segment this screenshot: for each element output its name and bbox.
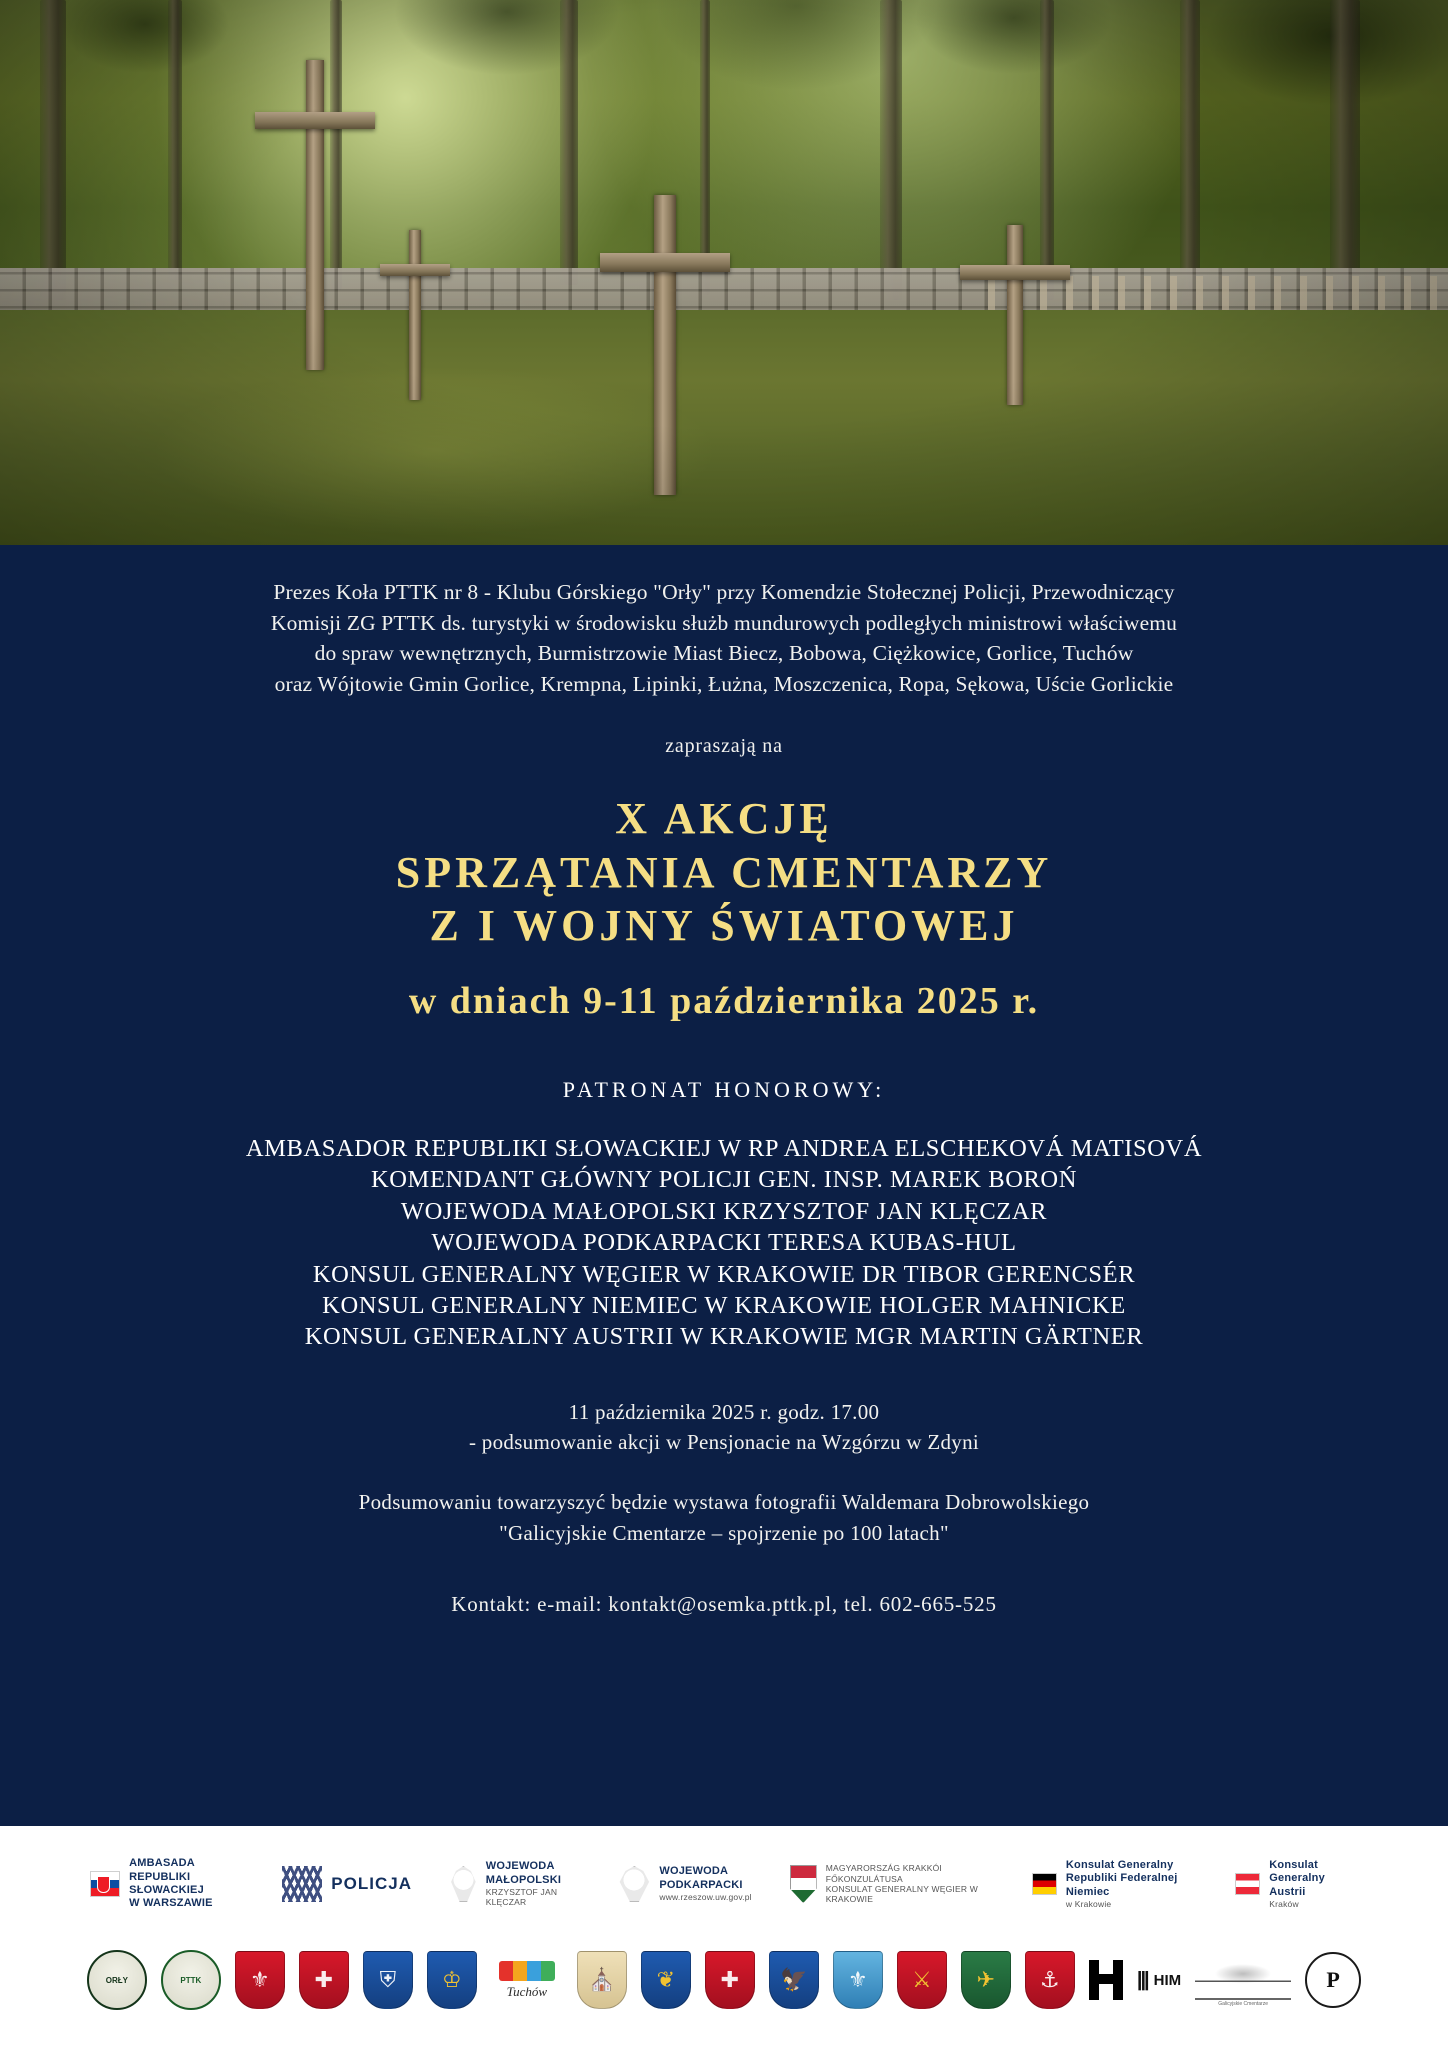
crest-herb-gorlice xyxy=(427,1951,477,2009)
austrian-flag-icon xyxy=(1235,1873,1260,1895)
crest-charge-icon: ✚ xyxy=(314,1967,334,1993)
patronage-list xyxy=(56,1133,1392,1353)
intro-line-2: Komisji ZG PTTK ds. turystyki w środowisku służb mundurowych podległych ministrowi właściwemu xyxy=(270,610,1178,635)
german-flag-icon xyxy=(1032,1873,1057,1895)
contact-info[interactable]: Kontakt: e-mail: kontakt@osemka.pttk.pl, tel. 602-665-525 xyxy=(451,1592,997,1617)
logo-wojewoda-malopolski xyxy=(450,1860,580,1908)
sponsor-logo-bar xyxy=(0,1826,1448,2048)
intro-line-4: oraz Wójtowie Gmin Gorlice, Krempna, Lipinki, Łużna, Moszczenica, Ropa, Sękowa, Uście Gorlickie xyxy=(274,671,1174,696)
him-label: HIM xyxy=(1153,1971,1182,1989)
logo-line-1: WOJEWODA xyxy=(485,1860,555,1873)
crest-klub-gorski-orly xyxy=(87,1950,147,2010)
intro-line-3: do spraw wewnętrznych, Burmistrzowie Miast Biecz, Bobowa, Ciężkowice, Gorlice, Tuchów xyxy=(314,641,1134,666)
event-dates: w dniach 9-11 października 2025 r. xyxy=(408,980,1040,1023)
logo-konsulat-wegier xyxy=(790,1863,994,1904)
sketch-label: Galicyjskie Cmentarze xyxy=(1218,2000,1269,2007)
crest-charge-icon: ⛨ xyxy=(379,1967,397,1993)
crest-herb-sekowa xyxy=(961,1951,1011,2009)
tuchow-bars-icon xyxy=(499,1961,555,1981)
patronage-entry: AMBASADOR REPUBLIKI SŁOWACKIEJ W RP ANDREA ELSCHEKOVÁ MATISOVÁ xyxy=(245,1135,1203,1163)
invite-text: zapraszają na xyxy=(665,735,783,758)
polish-eagle-icon xyxy=(450,1866,477,1902)
summary-info xyxy=(56,1397,1392,1458)
exhibition-info xyxy=(56,1487,1392,1548)
logo-line-2: PODKARPACKI xyxy=(659,1878,743,1891)
crest-charge-icon: ⚜ xyxy=(249,1967,270,1993)
logo-konsulat-austrii xyxy=(1235,1859,1358,1910)
crest-charge-icon: ♔ xyxy=(441,1967,462,1993)
title-line-2: SPRZĄTANIA CMENTARZY xyxy=(395,847,1053,897)
institution-logo-row xyxy=(0,1836,1448,1932)
logo-line-1: POLICJA xyxy=(331,1873,412,1893)
crest-herb-krempna xyxy=(641,1951,691,2009)
page-title xyxy=(56,792,1392,953)
hungarian-coat-of-arms-icon xyxy=(790,1865,817,1903)
logo-line-3: W WARSZAWIE xyxy=(129,1897,213,1910)
header-photo xyxy=(0,0,1448,545)
patronage-entry: WOJEWODA PODKARPACKI TERESA KUBAS-HUL xyxy=(431,1229,1017,1257)
logo-line-1: Konsulat Generalny xyxy=(1269,1858,1325,1885)
crest-label: Tuchów xyxy=(506,1983,548,1999)
exhibition-line-1: Podsumowaniu towarzyszyć będzie wystawa fotografii Waldemara Dobrowolskiego xyxy=(358,1490,1090,1515)
crest-charge-icon: ⚓ xyxy=(1039,1967,1060,1993)
cemetery-sketch-icon xyxy=(1195,1954,1291,2000)
crest-herb-bobowa xyxy=(299,1951,349,2009)
crest-charge-icon: ✈ xyxy=(976,1967,996,1993)
crest-gmina-tuchow xyxy=(491,1954,563,2006)
crest-herb-ciezkowice xyxy=(363,1951,413,2009)
summary-line-2: - podsumowanie akcji w Pensjonacie na Wzgórzu w Zdyni xyxy=(468,1430,980,1455)
crest-herb-ropa xyxy=(897,1951,947,2009)
logo-line-2: REPUBLIKI SŁOWACKIEJ xyxy=(129,1870,204,1896)
crest-herb-uscie-gorlickie xyxy=(1025,1951,1075,2009)
logo-cmentarz-sketch xyxy=(1195,1954,1291,2007)
him-bars-icon: ||| xyxy=(1136,1968,1148,1991)
logo-policja xyxy=(282,1866,412,1902)
logo-line-3: Kraków xyxy=(1269,1898,1299,1909)
patronage-heading: PATRONAT HONOROWY: xyxy=(562,1077,886,1103)
crest-charge-icon: ❦ xyxy=(656,1967,676,1993)
crest-herb-biecz xyxy=(235,1951,285,2009)
logo-line-2: MAŁOPOLSKI xyxy=(485,1873,562,1886)
photo-vignette xyxy=(0,0,1448,545)
logo-him xyxy=(1137,1958,1181,2002)
crest-charge-icon: 🦅 xyxy=(780,1967,808,1993)
slovak-flag-icon xyxy=(90,1871,120,1897)
logo-line-3: KRZYSZTOF JAN KLĘCZAR xyxy=(485,1887,558,1908)
patronage-entry: KONSUL GENERALNY WĘGIER W KRAKOWIE DR TIBOR GERENCSÉR xyxy=(312,1260,1136,1288)
crest-herb-gminy-gorlice xyxy=(577,1951,627,2009)
title-line-1: X AKCJĘ xyxy=(615,794,833,844)
logo-konsulat-niemiec xyxy=(1032,1859,1198,1910)
crest-charge-icon: ✚ xyxy=(720,1967,740,1993)
patronage-entry: KONSUL GENERALNY NIEMIEC W KRAKOWIE HOLGER MAHNICKE xyxy=(322,1291,1126,1319)
patronage-entry: KOMENDANT GŁÓWNY POLICJI GEN. INSP. MAREK BOROŃ xyxy=(370,1166,1078,1194)
logo-pttk-round xyxy=(1305,1952,1361,2008)
crest-charge-icon: ⛪ xyxy=(588,1967,616,1993)
patronage-entry: WOJEWODA MAŁOPOLSKI KRZYSZTOF JAN KLĘCZAR xyxy=(400,1197,1048,1225)
summary-line-1: 11 października 2025 r. godz. 17.00 xyxy=(568,1399,880,1424)
title-line-3: Z I WOJNY ŚWIATOWEJ xyxy=(429,901,1019,951)
crest-herb-lipinki xyxy=(705,1951,755,2009)
logo-ambasada-republiki-slowackiej xyxy=(90,1857,244,1911)
logo-line-1: AMBASADA xyxy=(129,1857,195,1870)
black-cross-logo-icon xyxy=(1089,1960,1123,2000)
logo-line-2: Republiki Federalnej Niemiec xyxy=(1065,1872,1178,1898)
intro-line-1: Prezes Koła PTTK nr 8 - Klubu Górskiego "Orły" przy Komendzie Stołecznej Policji, Przewodniczący xyxy=(273,580,1175,604)
logo-line-1: WOJEWODA xyxy=(659,1865,729,1878)
logo-line-2: Austrii xyxy=(1269,1885,1306,1898)
polish-eagle-icon xyxy=(618,1866,650,1902)
organizers-intro xyxy=(56,577,1392,699)
patronage-entry: KONSUL GENERALNY AUSTRII W KRAKOWIE MGR MARTIN GÄRTNER xyxy=(304,1323,1144,1351)
crest-herb-moszczenica xyxy=(833,1951,883,2009)
logo-line-1: MAGYARORSZÁG KRAKKÓI FŐKONZULÁTUSA xyxy=(825,1863,942,1884)
municipality-crest-row xyxy=(0,1932,1448,2028)
crest-label: PTTK xyxy=(180,1975,202,1985)
logo-line-3: w Krakowie xyxy=(1065,1898,1112,1909)
logo-line-3: www.rzeszow.uw.gov.pl xyxy=(659,1892,752,1903)
crest-herb-luzna xyxy=(769,1951,819,2009)
exhibition-line-2: "Galicyjskie Cmentarze – spojrzenie po 100 latach" xyxy=(499,1520,949,1545)
logo-line-2: KONSULAT GENERALNY WĘGIER W KRAKOWIE xyxy=(825,1884,978,1905)
poster-body xyxy=(0,545,1448,1826)
crest-pttk xyxy=(161,1950,221,2010)
crest-charge-icon: ⚜ xyxy=(847,1967,868,1993)
crest-charge-icon: ⚔ xyxy=(911,1967,932,1993)
police-emblem-icon xyxy=(282,1866,322,1902)
pttk-label: P xyxy=(1326,1967,1340,1992)
logo-wojewoda-podkarpacki xyxy=(618,1865,751,1902)
crest-label: ORŁY xyxy=(105,1975,128,1985)
logo-line-1: Konsulat Generalny xyxy=(1065,1858,1174,1871)
